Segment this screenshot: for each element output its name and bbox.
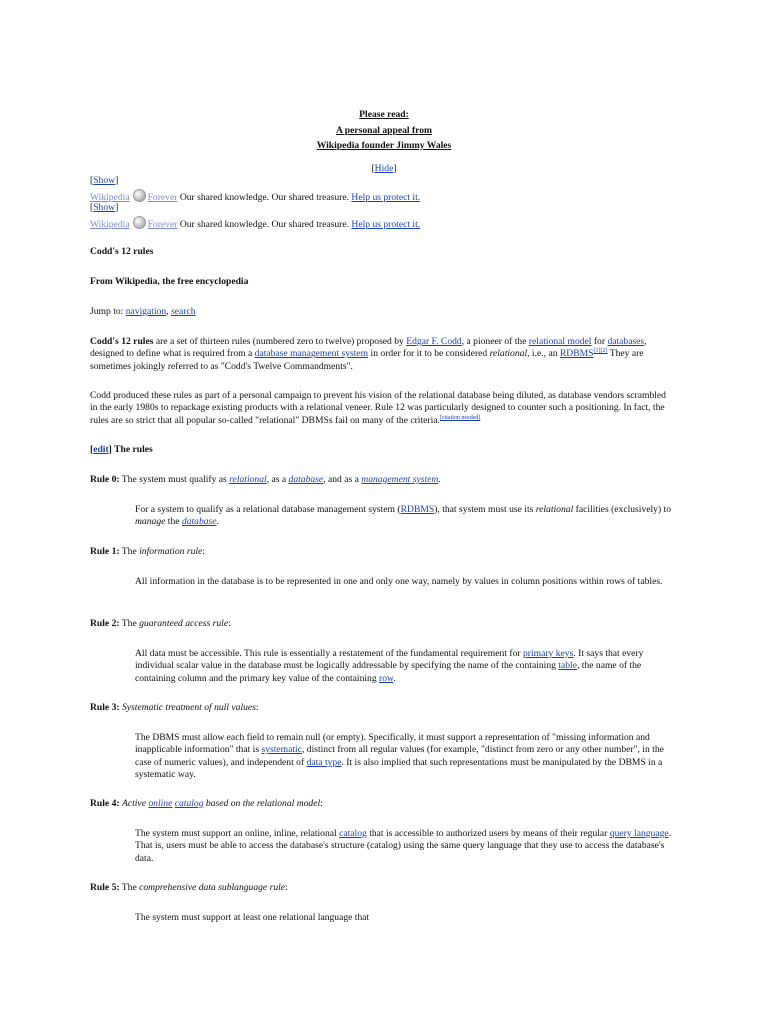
rule-1-heading: Rule 1: The information rule: bbox=[90, 546, 205, 557]
edgar-codd-link[interactable]: Edgar F. Codd bbox=[406, 336, 462, 347]
forever-link-2[interactable]: Forever bbox=[147, 219, 178, 230]
rule-4-heading: Rule 4: Active online catalog based on the relational model: bbox=[90, 798, 323, 809]
citation-needed[interactable]: [citation needed] bbox=[439, 414, 481, 421]
campaign-paragraph: Codd produced these rules as part of a personal campaign to prevent his vision of the relational database being diluted, as database vendors scrambled in the early 1980s to repackage existing products with a relational veneer. Rule 12 was particularly designed to counter such a positioning. In fact, the rules are so strict that all popular so-called "relational" DBMSs fail on many of the criteria.[citation needed] bbox=[90, 390, 666, 426]
rule-3-heading: Rule 3: Systematic treatment of null values: bbox=[90, 702, 259, 713]
show-toggle-2: [Show] bbox=[90, 202, 119, 213]
rule-2-heading: Rule 2: The guaranteed access rule: bbox=[90, 618, 231, 629]
databases-link[interactable]: databases bbox=[607, 336, 645, 347]
fundraising-banner-2 bbox=[90, 216, 675, 231]
intro-bold-term: Codd's 12 rules bbox=[90, 336, 154, 347]
data-type-link[interactable]: data type bbox=[306, 756, 342, 768]
management-system-link[interactable]: management system bbox=[361, 474, 439, 485]
show-link-2[interactable]: Show bbox=[93, 202, 116, 213]
rule-1-description: All information in the database is to be represented in one and only one way, namely by values in column positions within rows of tables. bbox=[135, 576, 663, 587]
online-link[interactable]: online bbox=[148, 798, 173, 809]
appeal-heading-line1[interactable]: Please read: bbox=[359, 109, 409, 120]
show-toggle-1: [Show] bbox=[90, 175, 119, 186]
jump-to-label: Jump to: bbox=[90, 306, 126, 317]
dbms-link[interactable]: database management system bbox=[254, 348, 369, 360]
banner-tagline-1: Our shared knowledge. Our shared treasure. bbox=[177, 192, 352, 203]
article-source-line: From Wikipedia, the free encyclopedia bbox=[90, 276, 249, 287]
article-title: Codd's 12 rules bbox=[90, 246, 154, 257]
rule-5-heading: Rule 5: The comprehensive data sublanguage rule: bbox=[90, 882, 288, 893]
help-protect-link-1[interactable]: Help us protect it. bbox=[351, 192, 421, 203]
rule-0-description: For a system to qualify as a relational database management system (RDBMS), that system must use its relational facilities (exclusively) to manage the database. bbox=[135, 504, 672, 528]
hide-link[interactable]: Hide bbox=[374, 163, 394, 174]
relational-link[interactable]: relational bbox=[229, 474, 267, 485]
appeal-heading-line2[interactable]: A personal appeal from bbox=[335, 125, 433, 136]
rule-0-heading: Rule 0: The system must qualify as relational, as a database, and as a management system. bbox=[90, 474, 441, 485]
row-link[interactable]: row bbox=[379, 672, 394, 684]
appeal-heading-line3[interactable]: Wikipedia founder Jimmy Wales bbox=[316, 140, 452, 151]
primary-keys-link[interactable]: primary keys bbox=[522, 648, 574, 659]
catalog-link[interactable]: catalog bbox=[174, 798, 204, 809]
catalog-link-2[interactable]: catalog bbox=[339, 828, 367, 839]
jump-to-line: Jump to: navigation, search bbox=[90, 306, 196, 317]
hide-toggle: [Hide] bbox=[371, 163, 397, 174]
systematic-link[interactable]: systematic bbox=[261, 744, 302, 756]
show-link-1[interactable]: Show bbox=[93, 175, 116, 186]
rule-4-description: The system must support an online, inline, relational catalog that is accessible to authorized users by means of their regular query language. That is, users must be able to access the database's structure (catalog) using the same query language that they use to access the database's data. bbox=[135, 828, 672, 864]
edit-section-link[interactable]: edit bbox=[93, 444, 109, 455]
intro-paragraph: Codd's 12 rules are a set of thirteen rules (numbered zero to twelve) proposed by Edgar F. Codd, a pioneer of the relational model for databases, designed to define what is required from a database management system in order for it to be considered relational, i.e., an RDBMS[1][2] They are sometimes jokingly referred to as "Codd's Twelve Commandments". bbox=[90, 336, 647, 372]
database-link[interactable]: database bbox=[288, 474, 324, 485]
relational-model-link[interactable]: relational model bbox=[528, 336, 592, 347]
globe-icon bbox=[133, 216, 146, 229]
banner-tagline-2: Our shared knowledge. Our shared treasure. bbox=[177, 219, 352, 230]
globe-icon bbox=[133, 189, 146, 202]
section-heading-rules: [edit] The rules bbox=[90, 444, 153, 455]
table-link[interactable]: table bbox=[558, 660, 577, 672]
rule-2-description: All data must be accessible. This rule is essentially a restatement of the fundamental requirement for primary keys. It says that every individual scalar value in the database must be logically addressable by specifying the name of the containing table, the name of the containing column and the primary key value of the containing row. bbox=[135, 648, 644, 684]
wikipedia-link-2[interactable]: Wikipedia bbox=[90, 219, 130, 230]
rule-5-description: The system must support at least one relational language that bbox=[135, 912, 370, 923]
query-language-link[interactable]: query language bbox=[609, 828, 669, 839]
jump-search-link[interactable]: search bbox=[171, 306, 196, 317]
rdbms-link[interactable]: RDBMS bbox=[559, 348, 594, 360]
wikipedia-link-1[interactable]: Wikipedia bbox=[90, 192, 130, 203]
rdbms-link-2[interactable]: RDBMS bbox=[400, 504, 435, 515]
citation-1-2[interactable]: [1][2] bbox=[593, 348, 608, 355]
forever-link-1[interactable]: Forever bbox=[147, 192, 178, 203]
jump-navigation-link[interactable]: navigation bbox=[125, 306, 167, 317]
database-link-2[interactable]: database bbox=[181, 516, 217, 528]
help-protect-link-2[interactable]: Help us protect it. bbox=[351, 219, 421, 230]
rule-3-description: The DBMS must allow each field to remain null (or empty). Specifically, it must support a representation of "missing information and inapplicable information" that is systematic, distinct from all regular values (for example, "distinct from zero or any other number", in the case of numeric values), and independent of data type. It is also implied that such representations must be manipulated by the DBMS in a systematic way. bbox=[135, 732, 664, 781]
